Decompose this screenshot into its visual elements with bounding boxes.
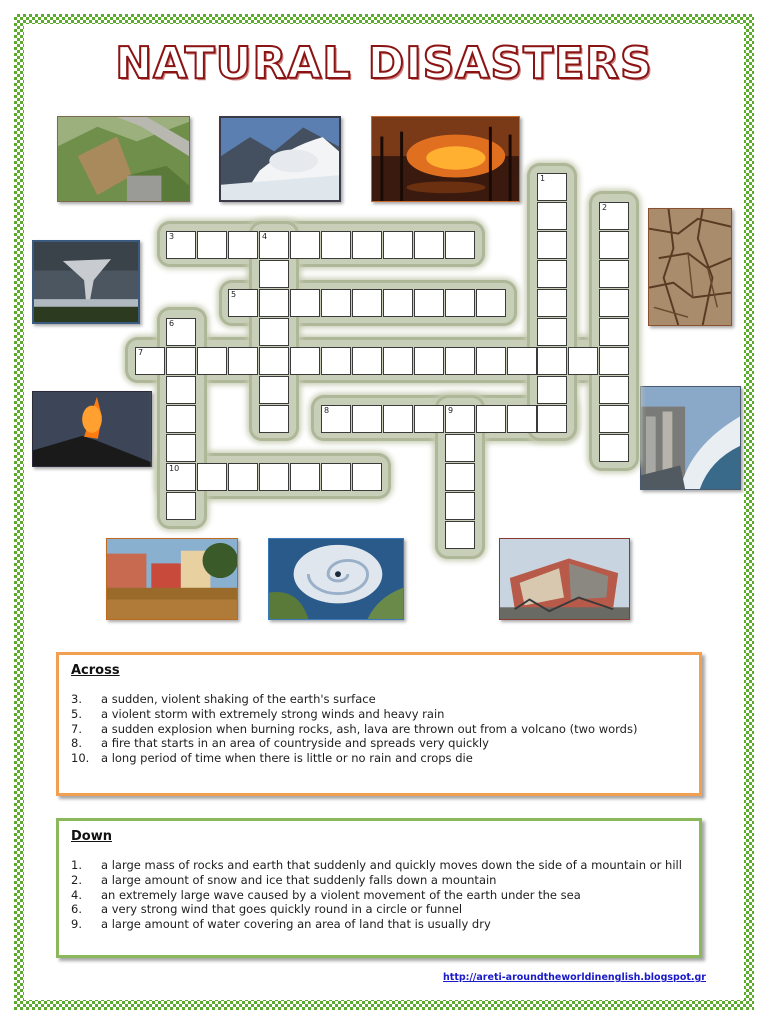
grid-cell[interactable] [414,347,444,375]
grid-cell[interactable] [259,405,289,433]
clue-text: a violent storm with extremely strong winds and heavy rain [101,706,445,721]
grid-cell[interactable] [599,405,629,433]
clue-number: 6. [71,902,82,917]
grid-cell[interactable] [259,376,289,404]
down-clue [71,873,687,888]
grid-cell[interactable] [228,289,258,317]
across-heading: Across [71,663,120,678]
grid-cell[interactable] [537,173,567,201]
clue-text: a large amount of water covering an area of land that is usually dry [101,917,491,932]
grid-cell[interactable] [197,347,227,375]
grid-cell[interactable] [259,463,289,491]
grid-cell[interactable] [259,289,289,317]
grid-cell[interactable] [476,347,506,375]
grid-cell[interactable] [259,347,289,375]
grid-cell[interactable] [383,289,413,317]
grid-cell[interactable] [476,289,506,317]
grid-cell[interactable] [599,231,629,259]
grid-cell[interactable] [383,231,413,259]
grid-cell[interactable] [259,260,289,288]
across-clue [71,707,687,722]
down-clue [71,888,687,903]
grid-cell[interactable] [414,405,444,433]
clue-number: 9. [71,917,82,932]
grid-cell[interactable] [166,376,196,404]
down-clues-box [56,818,702,958]
hurricane-photo [268,538,404,620]
clue-number: 8 [324,406,330,415]
clue-number: 10 [169,464,180,473]
clue-number: 5. [71,706,82,721]
grid-cell[interactable] [321,289,351,317]
across-clues-box [56,652,702,796]
grid-cell[interactable] [537,347,567,375]
grid-cell[interactable] [321,347,351,375]
across-clue [71,751,687,766]
grid-cell[interactable] [568,347,598,375]
grid-cell[interactable] [166,231,196,259]
clue-number: 6 [169,319,175,328]
grid-cell[interactable] [414,289,444,317]
grid-cell[interactable] [321,463,351,491]
clue-number: 7. [71,721,82,736]
grid-cell[interactable] [321,405,351,433]
grid-cell[interactable] [197,463,227,491]
grid-cell[interactable] [383,405,413,433]
clue-text: a fire that starts in an area of countryside and spreads very quickly [101,736,489,751]
grid-cell[interactable] [507,347,537,375]
landslide-photo [57,116,190,202]
grid-cell[interactable] [228,463,258,491]
clue-text: a sudden, violent shaking of the earth's surface [101,692,376,706]
flood-photo [106,538,238,620]
grid-cell[interactable] [445,231,475,259]
grid-cell[interactable] [321,231,351,259]
down-clue [71,902,687,917]
grid-cell[interactable] [537,289,567,317]
drought-photo [648,208,732,326]
grid-cell[interactable] [197,231,227,259]
grid-cell[interactable] [599,260,629,288]
grid-cell[interactable] [445,347,475,375]
grid-cell[interactable] [290,231,320,259]
grid-cell[interactable] [290,347,320,375]
clue-number: 5 [231,290,237,299]
clue-number: 2 [602,203,608,212]
clue-number: 8. [71,736,82,751]
clue-text: a long period of time when there is little or no rain and crops die [101,751,473,766]
grid-cell[interactable] [352,405,382,433]
grid-cell[interactable] [290,463,320,491]
across-clue [71,736,687,751]
grid-cell[interactable] [166,434,196,462]
clue-number: 4. [71,887,82,902]
clue-number: 1. [71,858,82,872]
grid-cell[interactable] [537,260,567,288]
clue-text: a sudden explosion when burning rocks, ash, lava are thrown out from a volcano (two words) [101,721,638,736]
grid-cell[interactable] [166,492,196,520]
volcano-photo [32,391,152,467]
grid-cell[interactable] [352,231,382,259]
grid-cell[interactable] [383,347,413,375]
grid-cell[interactable] [537,202,567,230]
wildfire-photo [371,116,520,202]
grid-cell[interactable] [599,376,629,404]
grid-cell[interactable] [352,463,382,491]
grid-cell[interactable] [507,405,537,433]
clue-number: 10. [71,751,90,766]
grid-cell[interactable] [445,434,475,462]
grid-cell[interactable] [352,289,382,317]
clue-text: a large amount of snow and ice that suddenly falls down a mountain [101,872,497,887]
clue-text: a large mass of rocks and earth that suddenly and quickly moves down the side of a mountain or hill [101,858,682,872]
grid-cell[interactable] [599,318,629,346]
grid-cell[interactable] [290,289,320,317]
grid-cell[interactable] [599,289,629,317]
grid-cell[interactable] [352,347,382,375]
grid-cell[interactable] [228,231,258,259]
grid-cell[interactable] [166,463,196,491]
down-clue [71,917,687,932]
avalanche-photo [219,116,341,202]
grid-cell[interactable] [537,318,567,346]
clue-number: 7 [138,348,144,357]
tsunami-photo [640,386,741,490]
grid-cell[interactable] [599,434,629,462]
clue-number: 2. [71,872,82,887]
tornado-photo [32,240,140,324]
clue-number: 3. [71,692,82,706]
grid-cell[interactable] [259,231,289,259]
earthquake-photo [499,538,630,620]
blog-link[interactable]: http://areti-aroundtheworldinenglish.blogspot.gr [443,972,706,983]
grid-cell[interactable] [599,202,629,230]
grid-cell[interactable] [228,347,258,375]
grid-cell[interactable] [537,231,567,259]
grid-cell[interactable] [599,347,629,375]
grid-cell[interactable] [537,376,567,404]
grid-cell[interactable] [445,289,475,317]
clue-text: a very strong wind that goes quickly round in a circle or funnel [101,902,463,917]
grid-cell[interactable] [166,347,196,375]
down-clue [71,858,687,873]
clue-number: 9 [448,406,454,415]
grid-cell[interactable] [445,463,475,491]
across-clue [71,692,687,707]
clue-text: an extremely large wave caused by a violent movement of the earth under the sea [101,887,581,902]
grid-cell[interactable] [537,405,567,433]
across-clue [71,722,687,737]
page-title: NATURAL DISASTERS [115,38,653,89]
grid-cell[interactable] [445,492,475,520]
clue-number: 4 [262,232,268,241]
grid-cell[interactable] [135,347,165,375]
grid-cell[interactable] [166,405,196,433]
grid-cell[interactable] [414,231,444,259]
grid-cell[interactable] [476,405,506,433]
grid-cell[interactable] [166,318,196,346]
clue-number: 3 [169,232,175,241]
grid-cell[interactable] [445,521,475,549]
grid-cell[interactable] [445,405,475,433]
grid-cell[interactable] [259,318,289,346]
down-heading: Down [71,829,112,844]
clue-number: 1 [540,174,546,183]
